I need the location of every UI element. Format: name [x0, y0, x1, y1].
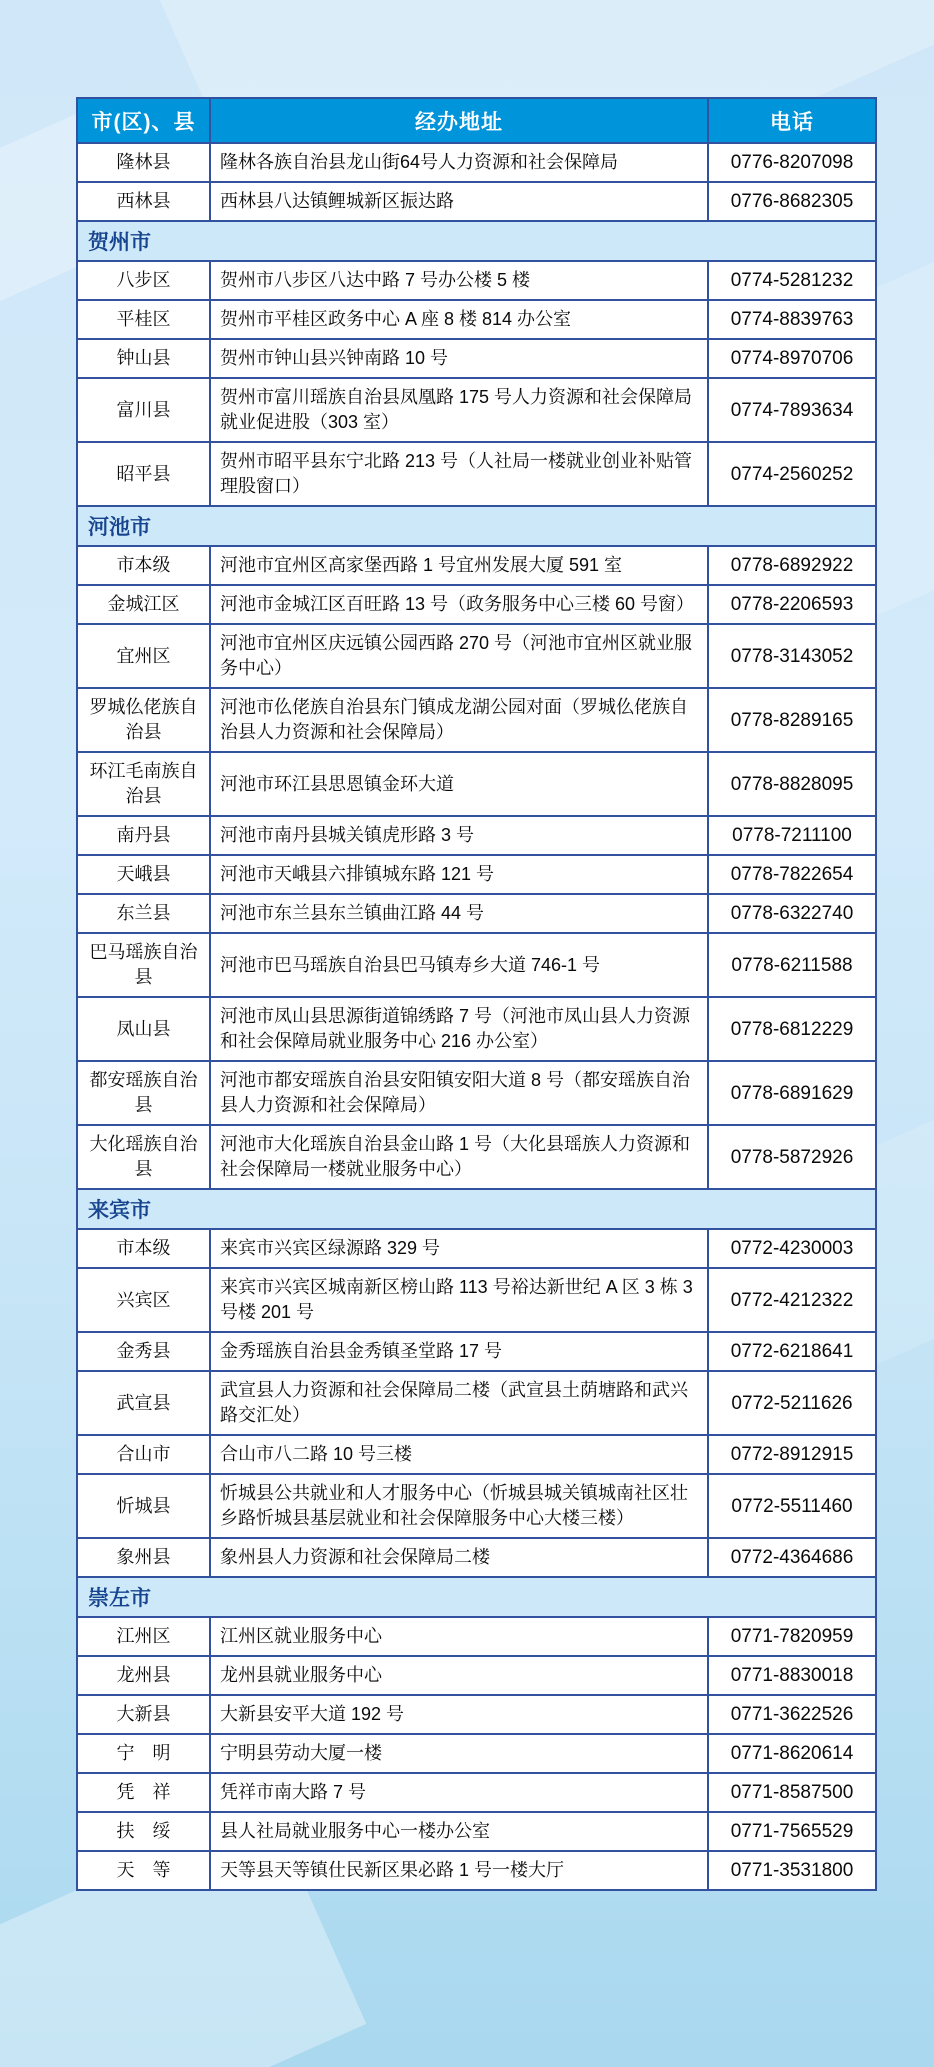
region-cell: 合山市	[77, 1435, 210, 1474]
address-cell: 贺州市昭平县东宁北路 213 号（人社局一楼就业创业补贴管理股窗口）	[210, 442, 708, 506]
phone-cell: 0771-7565529	[708, 1812, 876, 1851]
address-cell: 金秀瑶族自治县金秀镇圣堂路 17 号	[210, 1332, 708, 1371]
region-cell: 兴宾区	[77, 1268, 210, 1332]
section-title: 来宾市	[77, 1189, 876, 1229]
region-cell: 都安瑶族自治县	[77, 1061, 210, 1125]
phone-cell: 0778-7211100	[708, 816, 876, 855]
region-cell: 象州县	[77, 1538, 210, 1577]
table-row	[77, 1812, 876, 1851]
table-row	[77, 1125, 876, 1189]
region-cell: 天 等	[77, 1851, 210, 1890]
address-cell: 合山市八二路 10 号三楼	[210, 1435, 708, 1474]
table-row	[77, 1538, 876, 1577]
section-header-row	[77, 221, 876, 261]
region-cell: 巴马瑶族自治县	[77, 933, 210, 997]
table-row	[77, 933, 876, 997]
phone-cell: 0776-8682305	[708, 182, 876, 221]
phone-cell: 0771-8830018	[708, 1656, 876, 1695]
table-row	[77, 143, 876, 182]
region-cell: 西林县	[77, 182, 210, 221]
region-cell: 忻城县	[77, 1474, 210, 1538]
phone-cell: 0774-7893634	[708, 378, 876, 442]
table-row	[77, 688, 876, 752]
region-cell: 江州区	[77, 1617, 210, 1656]
table-row	[77, 182, 876, 221]
address-cell: 县人社局就业服务中心一楼办公室	[210, 1812, 708, 1851]
region-cell: 宜州区	[77, 624, 210, 688]
phone-cell: 0778-3143052	[708, 624, 876, 688]
region-cell: 环江毛南族自治县	[77, 752, 210, 816]
region-cell: 隆林县	[77, 143, 210, 182]
table-row	[77, 1695, 876, 1734]
section-title: 崇左市	[77, 1577, 876, 1617]
region-cell: 宁 明	[77, 1734, 210, 1773]
region-cell: 凤山县	[77, 997, 210, 1061]
table-header	[77, 98, 876, 143]
address-cell: 来宾市兴宾区绿源路 329 号	[210, 1229, 708, 1268]
address-cell: 贺州市富川瑶族自治县凤凰路 175 号人力资源和社会保障局就业促进股（303 室）	[210, 378, 708, 442]
table-row	[77, 300, 876, 339]
phone-cell: 0774-2560252	[708, 442, 876, 506]
address-cell: 河池市金城江区百旺路 13 号（政务服务中心三楼 60 号窗）	[210, 585, 708, 624]
phone-cell: 0778-6812229	[708, 997, 876, 1061]
region-cell: 八步区	[77, 261, 210, 300]
address-cell: 贺州市平桂区政务中心 A 座 8 楼 814 办公室	[210, 300, 708, 339]
address-cell: 河池市环江县思恩镇金环大道	[210, 752, 708, 816]
address-cell: 河池市东兰县东兰镇曲江路 44 号	[210, 894, 708, 933]
section-header-row	[77, 1189, 876, 1229]
table-row	[77, 1061, 876, 1125]
address-cell: 象州县人力资源和社会保障局二楼	[210, 1538, 708, 1577]
address-cell: 天等县天等镇仕民新区果必路 1 号一楼大厅	[210, 1851, 708, 1890]
table-row	[77, 1617, 876, 1656]
address-cell: 河池市都安瑶族自治县安阳镇安阳大道 8 号（都安瑶族自治县人力资源和社会保障局）	[210, 1061, 708, 1125]
table-header-row	[77, 98, 876, 143]
table-row	[77, 378, 876, 442]
address-cell: 忻城县公共就业和人才服务中心（忻城县城关镇城南社区壮乡路忻城县基层就业和社会保障服务中心大楼三楼）	[210, 1474, 708, 1538]
phone-cell: 0771-7820959	[708, 1617, 876, 1656]
address-cell: 大新县安平大道 192 号	[210, 1695, 708, 1734]
region-cell: 大新县	[77, 1695, 210, 1734]
address-cell: 江州区就业服务中心	[210, 1617, 708, 1656]
phone-cell: 0771-8587500	[708, 1773, 876, 1812]
region-cell: 金秀县	[77, 1332, 210, 1371]
address-cell: 隆林各族自治县龙山街64号人力资源和社会保障局	[210, 143, 708, 182]
region-cell: 扶 绥	[77, 1812, 210, 1851]
table-row	[77, 1851, 876, 1890]
phone-cell: 0778-6891629	[708, 1061, 876, 1125]
address-cell: 河池市仫佬族自治县东门镇成龙湖公园对面（罗城仫佬族自治县人力资源和社会保障局）	[210, 688, 708, 752]
region-cell: 南丹县	[77, 816, 210, 855]
table-row	[77, 894, 876, 933]
phone-cell: 0772-4364686	[708, 1538, 876, 1577]
phone-cell: 0778-6322740	[708, 894, 876, 933]
section-title: 贺州市	[77, 221, 876, 261]
table-row	[77, 1371, 876, 1435]
phone-cell: 0772-5211626	[708, 1371, 876, 1435]
column-header-address: 经办地址	[210, 98, 708, 143]
address-cell: 河池市大化瑶族自治县金山路 1 号（大化县瑶族人力资源和社会保障局一楼就业服务中心）	[210, 1125, 708, 1189]
region-cell: 钟山县	[77, 339, 210, 378]
phone-cell: 0772-6218641	[708, 1332, 876, 1371]
region-cell: 武宣县	[77, 1371, 210, 1435]
region-cell: 富川县	[77, 378, 210, 442]
region-cell: 金城江区	[77, 585, 210, 624]
address-cell: 西林县八达镇鲤城新区振达路	[210, 182, 708, 221]
table-row	[77, 442, 876, 506]
table-row	[77, 1332, 876, 1371]
table-row	[77, 1656, 876, 1695]
table-row	[77, 1229, 876, 1268]
phone-cell: 0772-4212322	[708, 1268, 876, 1332]
address-cell: 河池市凤山县思源街道锦绣路 7 号（河池市凤山县人力资源和社会保障局就业服务中心 216 办公室）	[210, 997, 708, 1061]
section-title: 河池市	[77, 506, 876, 546]
table-row	[77, 855, 876, 894]
region-cell: 龙州县	[77, 1656, 210, 1695]
table-row	[77, 339, 876, 378]
phone-cell: 0772-8912915	[708, 1435, 876, 1474]
phone-cell: 0778-7822654	[708, 855, 876, 894]
phone-cell: 0774-8970706	[708, 339, 876, 378]
table-row	[77, 261, 876, 300]
phone-cell: 0771-3622526	[708, 1695, 876, 1734]
table-row	[77, 997, 876, 1061]
table-row	[77, 546, 876, 585]
column-header-region: 市(区)、县	[77, 98, 210, 143]
region-cell: 天峨县	[77, 855, 210, 894]
phone-cell: 0778-2206593	[708, 585, 876, 624]
address-cell: 龙州县就业服务中心	[210, 1656, 708, 1695]
table-row	[77, 585, 876, 624]
phone-cell: 0778-6211588	[708, 933, 876, 997]
region-cell: 东兰县	[77, 894, 210, 933]
table-row	[77, 1435, 876, 1474]
phone-cell: 0771-8620614	[708, 1734, 876, 1773]
region-cell: 市本级	[77, 1229, 210, 1268]
address-cell: 河池市南丹县城关镇虎形路 3 号	[210, 816, 708, 855]
phone-cell: 0772-4230003	[708, 1229, 876, 1268]
phone-cell: 0774-8839763	[708, 300, 876, 339]
address-cell: 河池市宜州区庆远镇公园西路 270 号（河池市宜州区就业服务中心）	[210, 624, 708, 688]
phone-cell: 0778-6892922	[708, 546, 876, 585]
phone-cell: 0778-5872926	[708, 1125, 876, 1189]
address-cell: 河池市宜州区高家堡西路 1 号宜州发展大厦 591 室	[210, 546, 708, 585]
address-cell: 贺州市八步区八达中路 7 号办公楼 5 楼	[210, 261, 708, 300]
office-table	[76, 97, 877, 1891]
phone-cell: 0771-3531800	[708, 1851, 876, 1890]
region-cell: 平桂区	[77, 300, 210, 339]
address-cell: 河池市巴马瑶族自治县巴马镇寿乡大道 746-1 号	[210, 933, 708, 997]
table-body	[77, 143, 876, 1890]
table-row	[77, 1474, 876, 1538]
address-cell: 河池市天峨县六排镇城东路 121 号	[210, 855, 708, 894]
address-cell: 来宾市兴宾区城南新区榜山路 113 号裕达新世纪 A 区 3 栋 3 号楼 201 号	[210, 1268, 708, 1332]
table-row	[77, 816, 876, 855]
phone-cell: 0774-5281232	[708, 261, 876, 300]
table-row	[77, 624, 876, 688]
table-row	[77, 1268, 876, 1332]
region-cell: 罗城仫佬族自治县	[77, 688, 210, 752]
phone-cell: 0778-8289165	[708, 688, 876, 752]
phone-cell: 0778-8828095	[708, 752, 876, 816]
column-header-phone: 电话	[708, 98, 876, 143]
address-cell: 凭祥市南大路 7 号	[210, 1773, 708, 1812]
table-row	[77, 1734, 876, 1773]
address-cell: 贺州市钟山县兴钟南路 10 号	[210, 339, 708, 378]
region-cell: 昭平县	[77, 442, 210, 506]
table-row	[77, 752, 876, 816]
address-cell: 宁明县劳动大厦一楼	[210, 1734, 708, 1773]
region-cell: 凭 祥	[77, 1773, 210, 1812]
phone-cell: 0772-5511460	[708, 1474, 876, 1538]
section-header-row	[77, 506, 876, 546]
region-cell: 市本级	[77, 546, 210, 585]
section-header-row	[77, 1577, 876, 1617]
table-row	[77, 1773, 876, 1812]
address-cell: 武宣县人力资源和社会保障局二楼（武宣县土荫塘路和武兴路交汇处）	[210, 1371, 708, 1435]
phone-cell: 0776-8207098	[708, 143, 876, 182]
region-cell: 大化瑶族自治县	[77, 1125, 210, 1189]
